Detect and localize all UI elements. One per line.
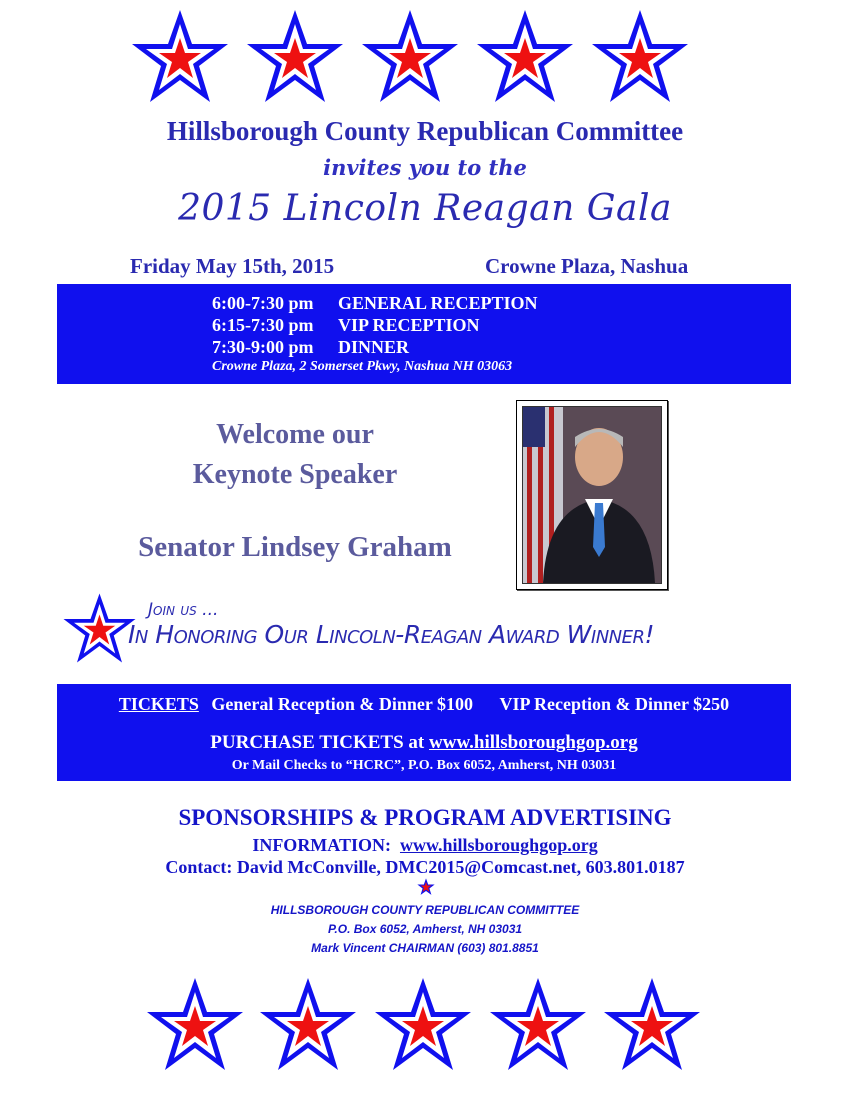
star-icon xyxy=(373,976,473,1076)
speaker-portrait xyxy=(522,406,662,584)
sponsorship-heading: SPONSORSHIPS & PROGRAM ADVERTISING xyxy=(178,805,672,830)
schedule-band xyxy=(57,284,791,384)
join-us-text: Join us ... xyxy=(148,600,219,620)
tickets-band xyxy=(57,684,791,781)
keynote-line: Keynote Speaker xyxy=(192,459,398,490)
star-icon xyxy=(488,976,588,1076)
footer-address: P.O. Box 6052, Amherst, NH 03031 xyxy=(327,922,523,936)
event-venue: Crowne Plaza, Nashua xyxy=(485,254,689,278)
info-link[interactable]: www.hillsboroughgop.org xyxy=(399,835,598,855)
invite-line: invites you to the xyxy=(323,155,527,180)
star-icon xyxy=(62,592,137,667)
star-icon xyxy=(145,976,245,1076)
ticket-prices xyxy=(57,694,791,715)
schedule-time: 7:30-9:00 pm xyxy=(212,337,314,357)
sponsorship-contact: Contact: David McConville, DMC2015@Comcast.net, 603.801.0187 xyxy=(165,857,685,877)
schedule-time: 6:00-7:30 pm xyxy=(212,293,314,313)
speaker-name: Senator Lindsey Graham xyxy=(138,531,452,563)
event-date: Friday May 15th, 2015 xyxy=(130,254,335,278)
purchase-link[interactable]: www.hillsboroughgop.org xyxy=(429,732,638,753)
event-name: 2015 Lincoln Reagan Gala xyxy=(178,188,672,229)
star-icon xyxy=(245,8,345,108)
purchase-line xyxy=(57,732,791,754)
star-icon xyxy=(602,976,702,1076)
vip-ticket-price: VIP Reception & Dinner $250 xyxy=(499,694,730,714)
schedule-row xyxy=(212,313,480,337)
schedule-item: DINNER xyxy=(338,337,410,357)
organization-title: Hillsborough County Republican Committee xyxy=(166,116,684,146)
venue-address: Crowne Plaza, 2 Somerset Pkwy, Nashua NH 03063 xyxy=(212,359,513,374)
general-ticket-price: General Reception & Dinner $100 xyxy=(211,694,473,714)
tickets-label: TICKETS xyxy=(118,694,199,714)
schedule-time: 6:15-7:30 pm xyxy=(212,315,314,335)
star-icon xyxy=(475,8,575,108)
mail-checks-line: Or Mail Checks to “HCRC”, P.O. Box 6052, Amherst, NH 03031 xyxy=(231,758,617,773)
star-icon xyxy=(360,8,460,108)
award-honor-text: In Honoring Our Lincoln-Reagan Award Winner! xyxy=(128,620,655,649)
schedule-row xyxy=(212,291,538,315)
star-icon xyxy=(417,878,435,896)
schedule-item: VIP RECEPTION xyxy=(338,315,480,335)
star-icon xyxy=(130,8,230,108)
bottom-stars-row xyxy=(130,976,730,1076)
footer-org: HILLSBOROUGH COUNTY REPUBLICAN COMMITTEE xyxy=(270,903,580,917)
purchase-prefix: PURCHASE TICKETS at xyxy=(210,732,425,753)
info-label: INFORMATION: xyxy=(252,835,391,855)
footer-chairman: Mark Vincent CHAIRMAN (603) 801.8851 xyxy=(311,941,539,955)
welcome-line: Welcome our xyxy=(216,419,374,450)
schedule-item: GENERAL RECEPTION xyxy=(338,293,538,313)
schedule-row xyxy=(212,335,409,359)
star-icon xyxy=(590,8,690,108)
top-stars-row xyxy=(130,8,730,108)
star-icon xyxy=(258,976,358,1076)
speaker-photo xyxy=(516,400,668,590)
sponsorship-info xyxy=(0,835,850,856)
